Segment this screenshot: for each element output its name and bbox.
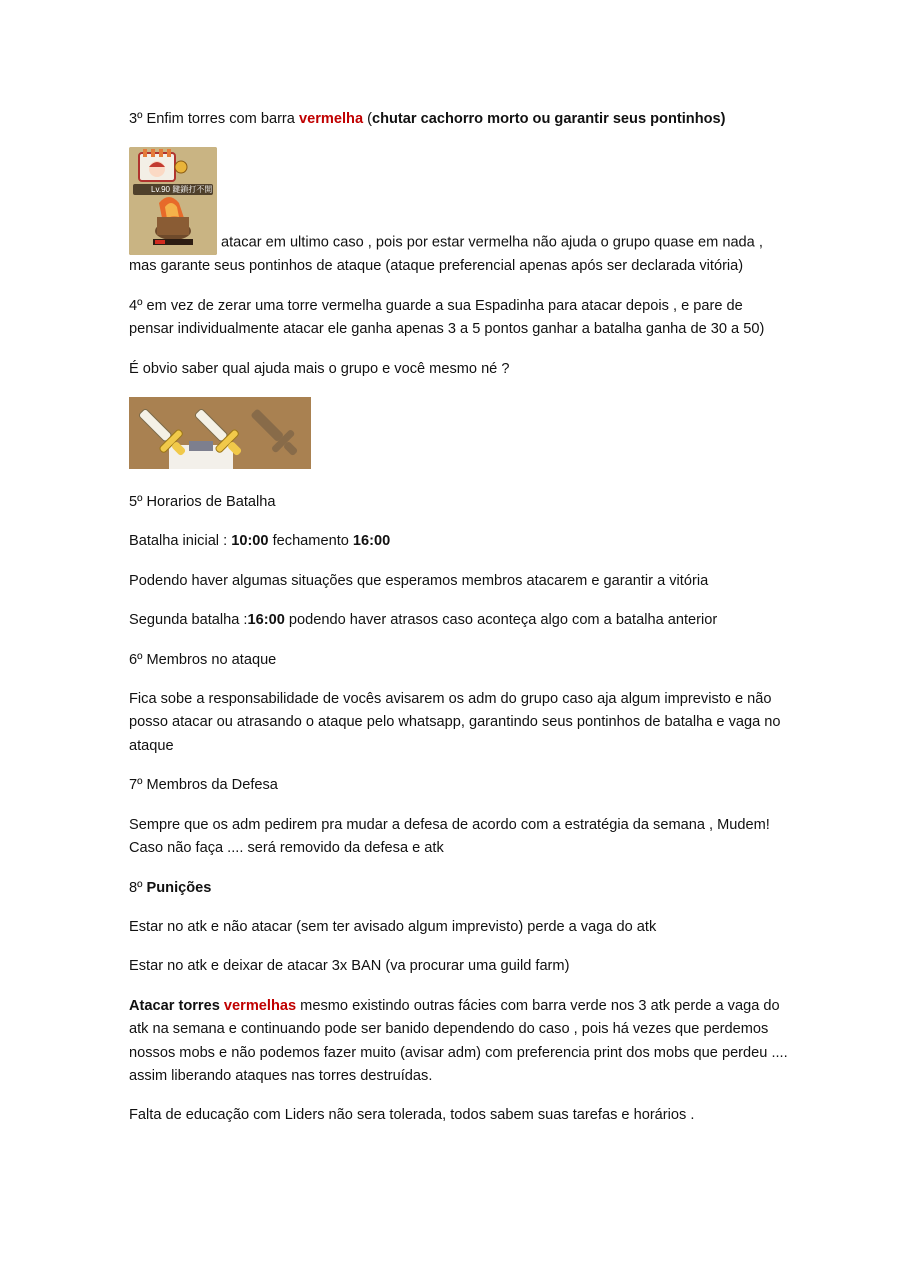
- bold-text: Punições: [146, 879, 212, 896]
- bold-text: chutar cachorro morto ou garantir seus pontinhos): [371, 111, 726, 127]
- attack-swords-icon: [129, 397, 311, 469]
- text: 3º Enfim torres com barra: [129, 111, 299, 127]
- highlight-red: vermelha: [298, 111, 364, 127]
- tower-figure-icon: [129, 147, 217, 255]
- text: atacar em ultimo caso , pois por estar vermelha não ajuda o grupo quase em nada , mas garante seus pontinhos de ataque (ataque preferencial apenas após ser declarada vitória): [129, 235, 763, 275]
- paragraph-save-sword: 4º em vez de zerar uma torre vermelha guarde a sua Espadinha para atacar depois , e pare de pensar individualmente atacar ele ganha apenas 3 a 5 pontos ganhar a batalha ganha de 30 a 50): [129, 297, 765, 338]
- paragraph-second-battle: [129, 609, 789, 632]
- time-end: 16:00: [352, 533, 391, 550]
- text: (: [363, 111, 372, 127]
- paragraph-situations: Podendo haver algumas situações que esperamos membros atacarem e garantir a vitória: [129, 572, 709, 589]
- swords-image: [129, 397, 311, 469]
- text: Batalha inicial :: [129, 533, 232, 550]
- heading-punishments: [129, 877, 789, 900]
- text: podendo haver atrasos caso aconteça algo com a batalha anterior: [284, 612, 718, 629]
- bold-text: Atacar torres: [129, 997, 224, 1014]
- red-tower-image: [129, 147, 217, 255]
- document-page: [129, 108, 789, 1144]
- paragraph-responsibility: Fica sobe a responsabilidade de vocês avisarem os adm do grupo caso aja algum imprevisto e não posso atacar ou atrasando o ataque pelo whatsapp, garantindo seus pontinhos de batalha e vaga no ataque: [129, 691, 781, 754]
- text: mesmo existindo outras fácies com barra verde nos 3 atk perde a vaga do atk na semana e continuando pode ser banido dependendo do caso , pois há vezes que perdemos nossos mobs e não podemos fazer muito (avisar adm) com preferencia print dos mobs que perdeu .... assim liberando ataques nas torres destruídas.: [129, 997, 788, 1084]
- paragraph-punish-1: Estar no atk e não atacar (sem ter avisado algum imprevisto) perde a vaga do atk: [129, 918, 657, 935]
- paragraph-first-battle: [129, 530, 789, 553]
- paragraph-punish-2: Estar no atk e deixar de atacar 3x BAN (va procurar uma guild farm): [129, 958, 570, 975]
- paragraph-punish-3: [129, 995, 789, 1089]
- paragraph-obvious: É obvio saber qual ajuda mais o grupo e você mesmo né ?: [129, 360, 510, 377]
- paragraph-towers-red: [129, 108, 789, 131]
- paragraph-defense: Sempre que os adm pedirem pra mudar a defesa de acordo com a estratégia da semana , Mudem! Caso não faça .... será removido da defesa e atk: [129, 816, 770, 857]
- paragraph-education: Falta de educação com Liders não sera tolerada, todos sabem suas tarefas e horários .: [129, 1107, 695, 1124]
- text: fechamento: [268, 533, 353, 550]
- heading-battle-times: 5º Horarios de Batalha: [129, 494, 276, 511]
- time-second: 16:00: [247, 612, 285, 629]
- tower-image-caption: Lv.90 鍵鎖打不開: [151, 185, 213, 195]
- heading-defense-members: 7º Membros da Defesa: [129, 777, 278, 794]
- text: 8º: [129, 879, 147, 896]
- highlight-red: vermelhas: [223, 997, 297, 1014]
- paragraph-last-resort: [129, 147, 789, 278]
- time-start: 10:00: [231, 533, 269, 550]
- heading-attack-members: 6º Membros no ataque: [129, 651, 277, 668]
- text: Segunda batalha :: [129, 612, 248, 629]
